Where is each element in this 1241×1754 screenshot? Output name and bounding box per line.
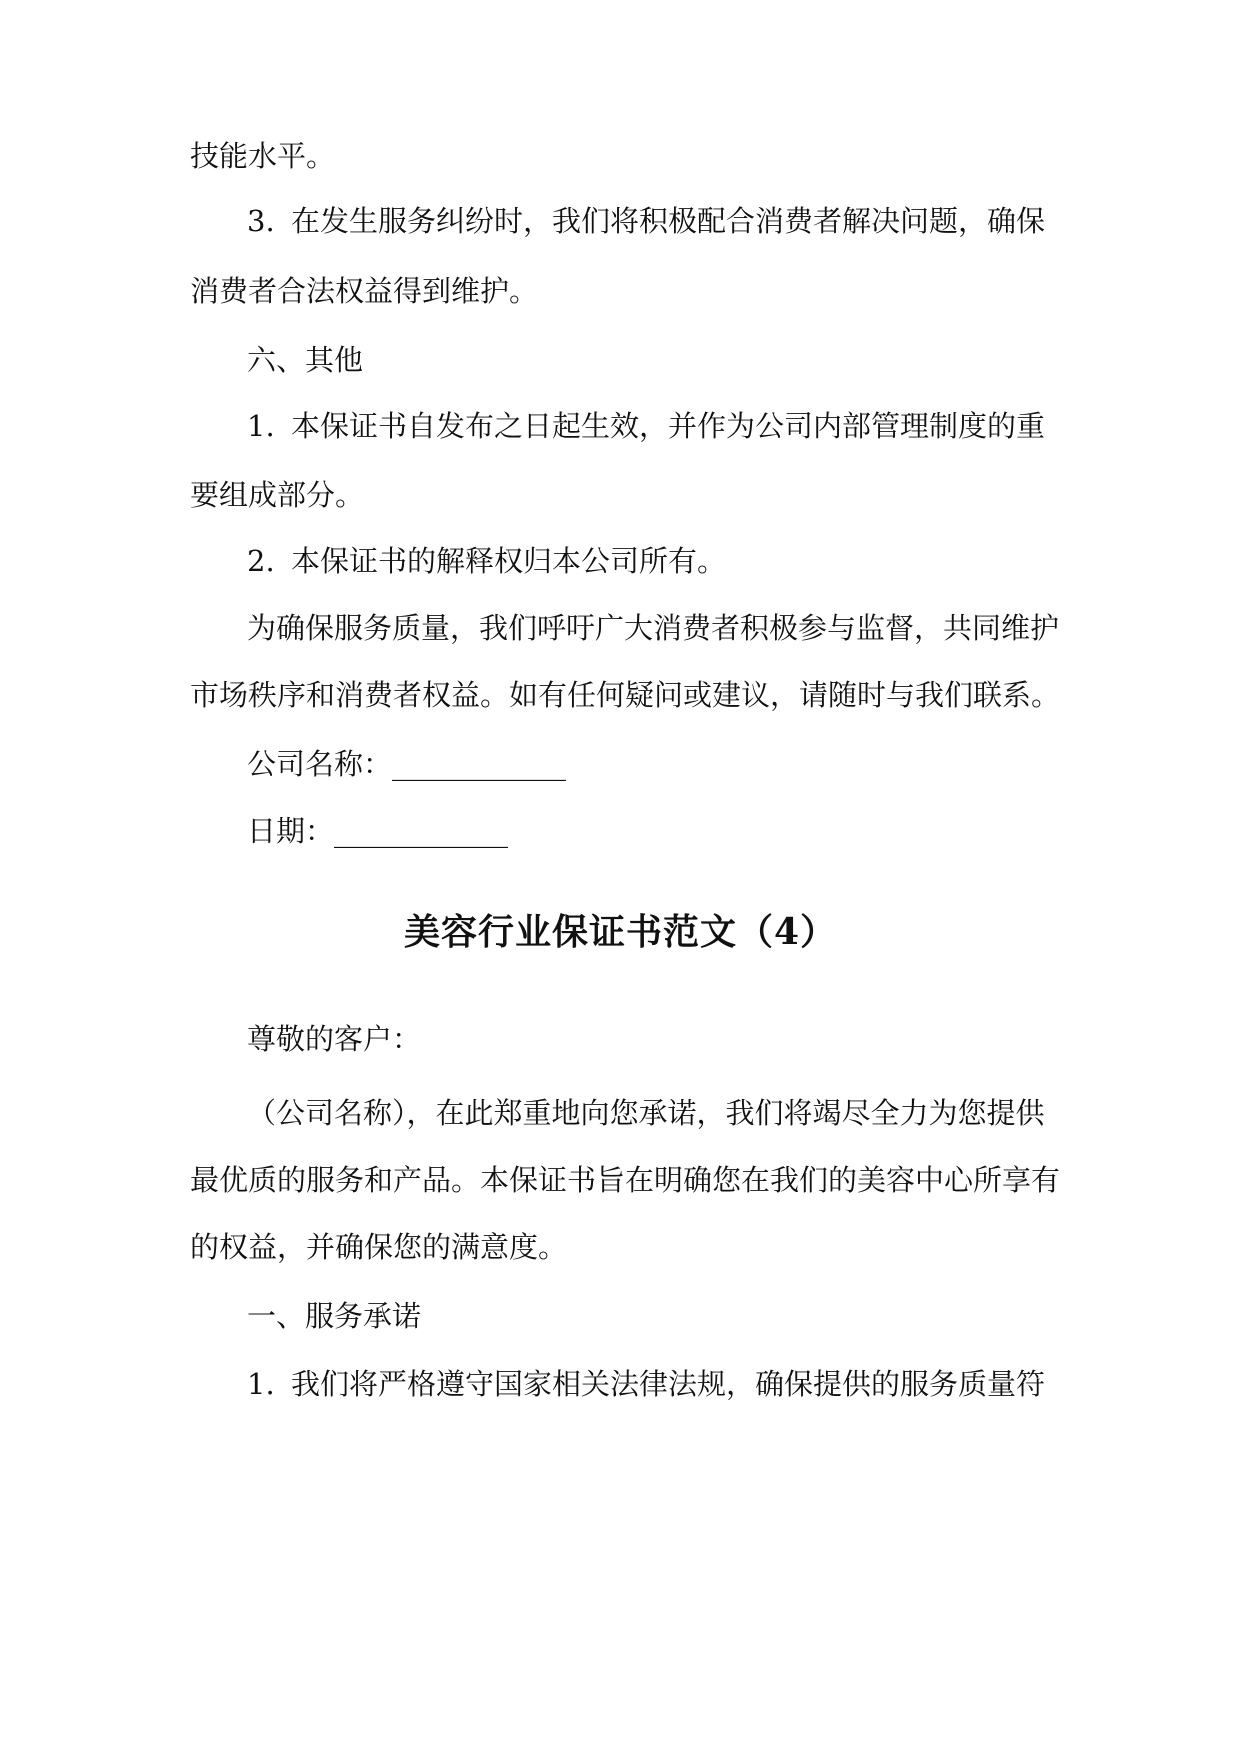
paragraph-line: 最优质的服务和产品。本保证书旨在明确您在我们的美容中心所享有 (190, 1163, 1061, 1197)
section-title: 美容行业保证书范文（4） (403, 911, 838, 953)
list-text: 在发生服务纠纷时，我们将积极配合消费者解决问题，确保 (291, 204, 1046, 238)
list-number: 3. (247, 204, 275, 238)
paragraph-line: 为确保服务质量，我们呼吁广大消费者积极参与监督，共同维护 (247, 611, 1060, 645)
paragraph-line: 消费者合法权益得到维护。 (190, 274, 539, 308)
paragraph-line: 市场秩序和消费者权益。如有任何疑问或建议，请随时与我们联系。 (190, 678, 1061, 712)
list-number: 2. (247, 544, 275, 578)
list-number: 1. (247, 409, 275, 443)
paragraph-line: （公司名称），在此郑重地向您承诺，我们将竭尽全力为您提供 (247, 1096, 1045, 1130)
list-number: 1. (247, 1367, 275, 1401)
salutation: 尊敬的客户： (247, 1022, 422, 1056)
date-field: 日期：____________ (247, 814, 509, 848)
paragraph-line: 的权益，并确保您的满意度。 (190, 1230, 568, 1264)
list-text: 我们将严格遵守国家相关法律法规，确保提供的服务质量符 (291, 1367, 1046, 1401)
list-item-line (247, 201, 1117, 241)
list-text: 本保证书的解释权归本公司所有。 (291, 544, 727, 578)
list-item-line (247, 406, 1117, 446)
paragraph-line: 要组成部分。 (190, 478, 365, 512)
paragraph-line: 技能水平。 (190, 139, 336, 173)
list-item-line (247, 1364, 1117, 1404)
section-heading: 一、服务承诺 (247, 1299, 422, 1333)
section-heading: 六、其他 (247, 343, 364, 377)
company-name-field: 公司名称：____________ (247, 747, 567, 781)
list-item-line (247, 541, 1117, 581)
list-text: 本保证书自发布之日起生效，并作为公司内部管理制度的重 (291, 409, 1046, 443)
